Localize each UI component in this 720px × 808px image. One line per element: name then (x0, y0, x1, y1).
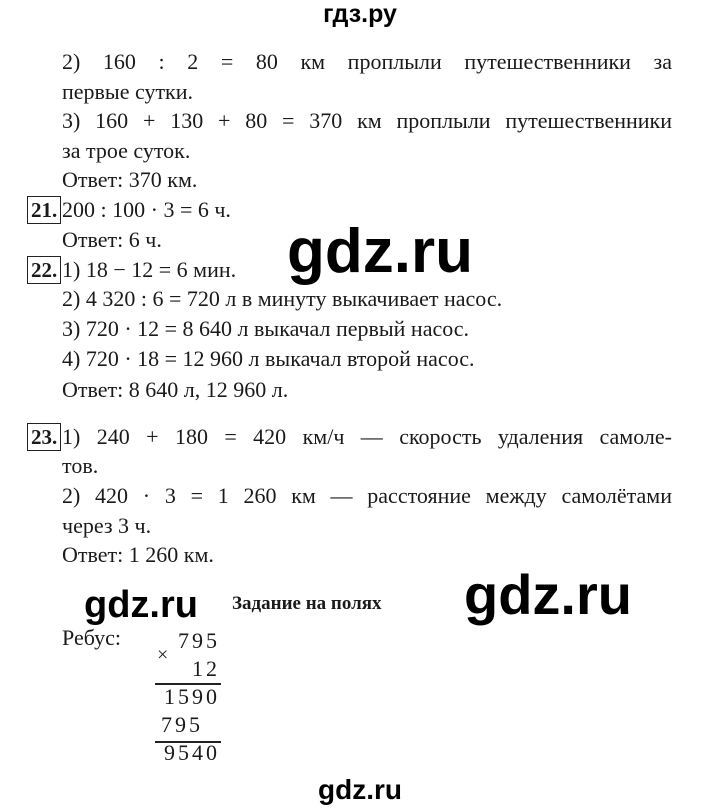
multiplier: 12 (192, 656, 220, 681)
multiply-sign: × (157, 644, 169, 666)
text-line: 200 : 100 · 3 = 6 ч. (62, 197, 231, 222)
text-line: 1) 18 − 12 = 6 мин. (62, 257, 237, 282)
text-line: тов. (62, 453, 99, 478)
multiplicand: 795 (178, 628, 220, 653)
problem-number-21: 21. (27, 196, 61, 224)
header-watermark: гдз.ру (323, 0, 397, 28)
watermark: gdz.ru (464, 563, 632, 626)
footer-watermark: gdz.ru (318, 774, 402, 805)
text-line: 1) 240 + 180 = 420 км/ч — скорость удаления самоле- (62, 424, 672, 449)
text-line: 2) 4 320 : 6 = 720 л в минуту выкачивает насос. (62, 286, 503, 311)
margin-task-title: Задание на полях (232, 593, 382, 614)
result: 9540 (164, 740, 220, 765)
text-line: 2) 420 · 3 = 1 260 км — расстояние между самолётами (62, 483, 672, 508)
text-line: 3) 720 · 12 = 8 640 л выкачал первый насос. (62, 316, 470, 341)
text-line: Ответ: 370 км. (62, 167, 198, 192)
text-line: 3) 160 + 130 + 80 = 370 км проплыли путешественники (62, 108, 672, 133)
text-line: 2) 160 : 2 = 80 км проплыли путешественники за (62, 49, 672, 74)
text-line: первые сутки. (62, 79, 194, 104)
watermark: gdz.ru (287, 217, 473, 286)
text-line: за трое суток. (62, 138, 191, 163)
partial-product-1: 1590 (164, 684, 220, 709)
text-line: 4) 720 · 18 = 12 960 л выкачал второй насос. (62, 346, 475, 371)
text-line: Ответ: 1 260 км. (62, 542, 214, 567)
text-line: через 3 ч. (62, 513, 152, 538)
watermark: gdz.ru (84, 584, 198, 626)
rebus-label: Ребус: (62, 625, 121, 650)
text-line: Ответ: 8 640 л, 12 960 л. (62, 377, 289, 402)
text-line: Ответ: 6 ч. (62, 227, 162, 252)
problem-number-22: 22. (27, 256, 61, 284)
problem-number-23: 23. (27, 423, 61, 451)
partial-product-2: 795 (161, 712, 203, 737)
